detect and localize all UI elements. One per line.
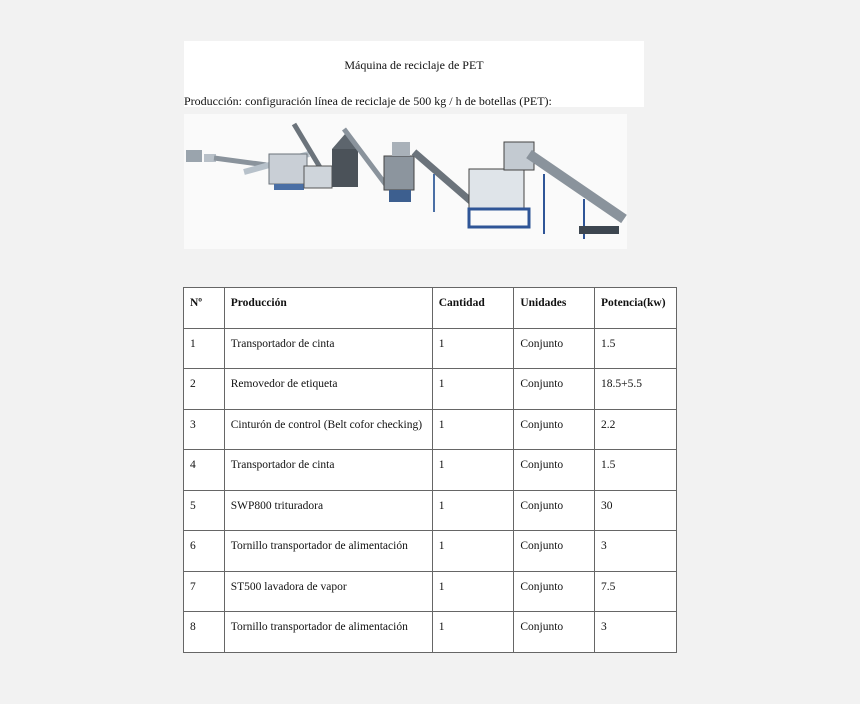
cell-units: Conjunto (514, 369, 595, 410)
cell-quantity: 1 (432, 612, 514, 653)
cell-number: 4 (184, 450, 225, 491)
recycling-line-photo (184, 114, 627, 249)
cell-quantity: 1 (432, 571, 514, 612)
document-title: Máquina de reciclaje de PET (344, 58, 484, 72)
header-power: Potencia(kw) (595, 288, 677, 329)
document-subtitle: Producción: configuración línea de reciclaje de 500 kg / h de botellas (PET): (184, 94, 552, 108)
header-number: Nº (184, 288, 225, 329)
cell-units: Conjunto (514, 612, 595, 653)
cell-power: 1.5 (595, 328, 677, 369)
cell-quantity: 1 (432, 409, 514, 450)
cell-production: Tornillo transportador de alimentación (224, 531, 432, 572)
cell-power: 1.5 (595, 450, 677, 491)
cell-number: 1 (184, 328, 225, 369)
cell-number: 5 (184, 490, 225, 531)
cell-units: Conjunto (514, 490, 595, 531)
table-row (184, 612, 677, 653)
header-quantity: Cantidad (432, 288, 514, 329)
cell-production: Removedor de etiqueta (224, 369, 432, 410)
table-row (184, 328, 677, 369)
cell-units: Conjunto (514, 409, 595, 450)
cell-units: Conjunto (514, 450, 595, 491)
cell-power: 2.2 (595, 409, 677, 450)
cell-quantity: 1 (432, 490, 514, 531)
header-production: Producción (224, 288, 432, 329)
cell-power: 3 (595, 612, 677, 653)
table-row (184, 531, 677, 572)
cell-production: Tornillo transportador de alimentación (224, 612, 432, 653)
cell-quantity: 1 (432, 531, 514, 572)
header-units: Unidades (514, 288, 595, 329)
table-header-row (184, 288, 677, 329)
specification-table (183, 287, 677, 653)
cell-production: SWP800 trituradora (224, 490, 432, 531)
cell-power: 18.5+5.5 (595, 369, 677, 410)
cell-units: Conjunto (514, 328, 595, 369)
cell-production: Transportador de cinta (224, 328, 432, 369)
cell-power: 3 (595, 531, 677, 572)
table-row (184, 571, 677, 612)
cell-number: 8 (184, 612, 225, 653)
table-row (184, 409, 677, 450)
cell-production: ST500 lavadora de vapor (224, 571, 432, 612)
cell-units: Conjunto (514, 531, 595, 572)
cell-power: 7.5 (595, 571, 677, 612)
cell-number: 3 (184, 409, 225, 450)
cell-quantity: 1 (432, 369, 514, 410)
cell-quantity: 1 (432, 450, 514, 491)
cell-production: Cinturón de control (Belt cofor checking) (224, 409, 432, 450)
cell-number: 2 (184, 369, 225, 410)
cell-units: Conjunto (514, 571, 595, 612)
cell-power: 30 (595, 490, 677, 531)
table-row (184, 450, 677, 491)
cell-number: 6 (184, 531, 225, 572)
table-row (184, 369, 677, 410)
cell-quantity: 1 (432, 328, 514, 369)
cell-number: 7 (184, 571, 225, 612)
cell-production: Transportador de cinta (224, 450, 432, 491)
table-row (184, 490, 677, 531)
